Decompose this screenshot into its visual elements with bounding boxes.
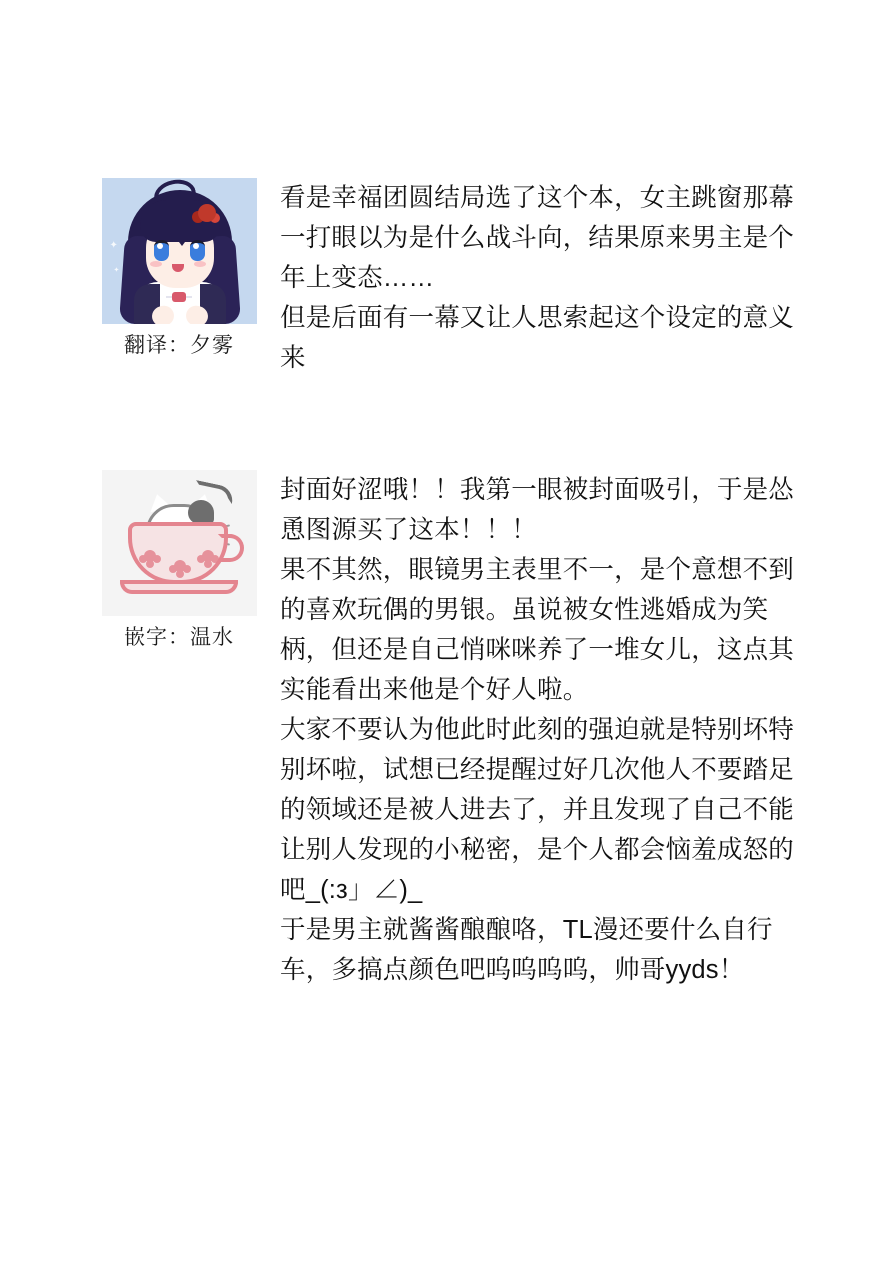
paragraph: 但是后面有一幕又让人思索起这个设定的意义来 [280,304,795,372]
comment-text-typesetter [280,470,800,990]
paragraph: 大家不要认为他此时此刻的强迫就是特别坏特别坏啦，试想已经提醒过好几次他人不要踏足的领域还是被人进去了，并且发现了自己不能让别人发现的小秘密，是个人都会恼羞成怒的吧_(:з」∠)_ [280,716,795,904]
cat-in-teacup-avatar [102,470,257,616]
eye-highlight-right [193,243,199,249]
paragraph: 果不其然，眼镜男主表里不一，是个意想不到的喜欢玩偶的男银。虽说被女性逃婚成为笑柄，但还是自己悄咪咪养了一堆女儿，这点其实能看出来他是个好人啦。 [280,556,795,704]
flower-hairpin-icon [198,204,216,222]
paragraph: 于是男主就酱酱酿酿咯，TL漫还要什么自行车，多搞点颜色吧呜呜呜呜，帅哥yyds！ [280,916,773,984]
saucer [120,580,238,594]
cat-fur-patch [188,500,214,524]
sparkle-icon: ✦ [113,267,120,274]
anime-girl-avatar [102,178,257,324]
cup-handle [218,534,244,562]
blush-right [194,261,206,267]
flower-decoration-icon [144,550,156,562]
eye-highlight-left [157,243,163,249]
blush-left [150,261,162,267]
comment-text-translator [280,178,800,378]
flower-decoration-icon [202,550,214,562]
sparkle-icon: ✦ [109,240,118,251]
credit-entry-translator [100,178,800,378]
paragraph: 封面好涩哦！！我第一眼被封面吸引，于是怂恿图源买了这本！！！ [280,476,795,544]
paragraph: 看是幸福团圆结局选了这个本，女主跳窗那幕一打眼以为是什么战斗向，结果原来男主是个年上变态…… [280,184,795,292]
credit-entry-typesetter [100,470,800,990]
avatar-column [100,470,258,651]
ribbon [172,292,186,302]
flower-decoration-icon [174,560,186,572]
role-label-translator: 翻译：夕雾 [124,334,234,357]
role-label-typesetter: 嵌字：温水 [124,626,234,649]
avatar-column [100,178,258,359]
